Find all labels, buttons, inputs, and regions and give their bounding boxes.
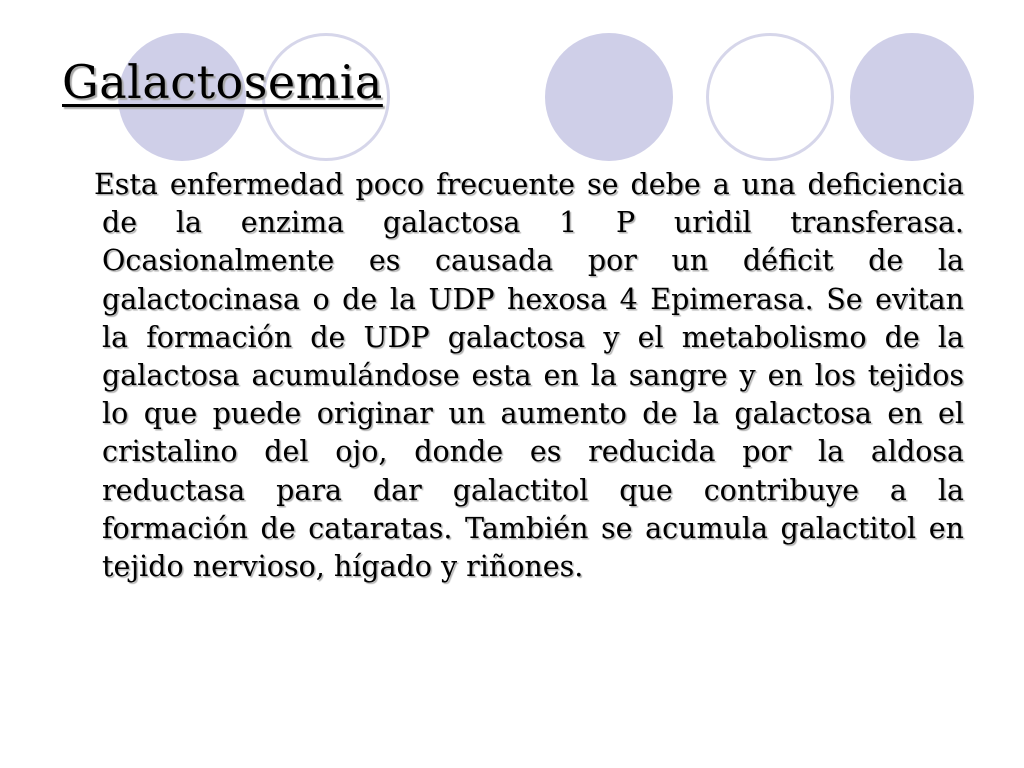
decorative-circle-filled [545, 33, 673, 161]
decorative-circle-filled [850, 33, 974, 161]
slide-title: Galactosemia [62, 55, 383, 109]
decorative-circle-outline [706, 33, 834, 161]
slide-body-text: Esta enfermedad poco frecuente se debe a una deficiencia de la enzima galactosa 1 P uridil transferasa. Ocasionalmente es causada por un déficit de la galactocinasa o de la UDP hexosa 4 Epimerasa. Se evitan la formación de UDP galactosa y el metabolismo de la galactosa acumulándose esta en la sangre y en los tejidos lo que puede originar un aumento de la galactosa en el cristalino del ojo, donde es reducida por la aldosa reductasa para dar galactitol que contribuye a la formación de cataratas. También se acumula galactitol en tejido nervioso, hígado y riñones. [94, 168, 964, 584]
